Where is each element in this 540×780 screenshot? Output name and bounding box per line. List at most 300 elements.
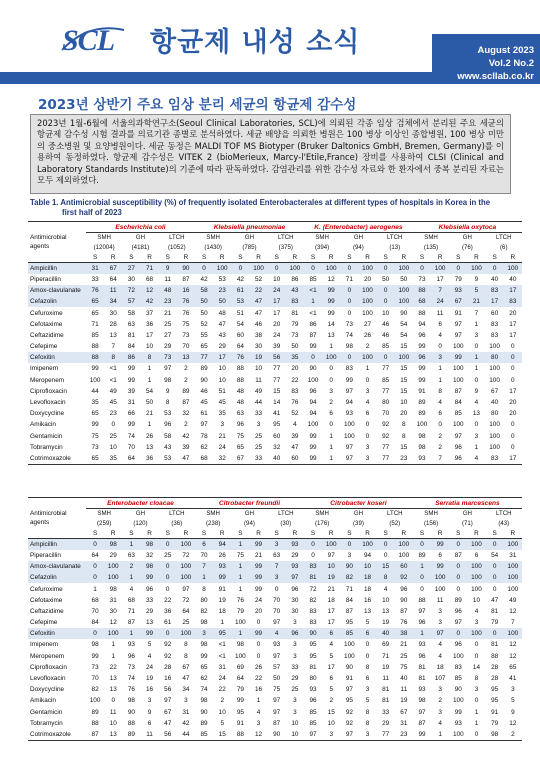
agent-name: Cefoxitin bbox=[28, 628, 86, 639]
value-cell: 12 bbox=[249, 729, 267, 740]
agent-label-cell bbox=[28, 498, 86, 539]
value-cell: 0 bbox=[195, 263, 213, 274]
isolate-count: (394) bbox=[314, 244, 330, 252]
value-cell: 93 bbox=[273, 641, 281, 649]
value-cell: 71 bbox=[382, 652, 390, 660]
organism-name: Klebsiella oxytoca bbox=[413, 222, 522, 233]
value-cell: 98 bbox=[486, 729, 504, 740]
value-cell: 6 bbox=[365, 410, 370, 418]
value-cell: 79 bbox=[454, 275, 462, 283]
value-cell: 63 bbox=[273, 551, 281, 559]
agent-name: Amikacin bbox=[30, 421, 56, 429]
value-cell: 10 bbox=[145, 343, 154, 351]
value-cell: 20 bbox=[509, 410, 517, 418]
hospital-type: GH bbox=[462, 510, 472, 518]
value-cell: 100 bbox=[177, 561, 195, 572]
value-cell: 17 bbox=[213, 352, 231, 363]
table-row bbox=[28, 386, 522, 397]
value-cell: 5 bbox=[329, 652, 333, 660]
value-cell: 99 bbox=[249, 572, 267, 583]
value-cell: 85 bbox=[309, 708, 317, 716]
value-cell: 0 bbox=[486, 572, 504, 583]
isolate-count: (43) bbox=[498, 520, 510, 528]
value-cell: 1 bbox=[438, 376, 442, 384]
value-cell: 96 bbox=[145, 585, 154, 593]
value-cell: 3 bbox=[511, 686, 515, 694]
value-cell: 47 bbox=[291, 443, 299, 451]
value-cell: 25 bbox=[109, 432, 117, 440]
value-cell: 0 bbox=[86, 561, 104, 572]
value-cell: 100 bbox=[452, 365, 464, 373]
value-cell: 100 bbox=[504, 561, 522, 572]
value-cell: 4 bbox=[474, 399, 479, 407]
value-cell: 42 bbox=[182, 719, 190, 727]
value-cell: 11 bbox=[436, 596, 444, 604]
value-cell: 83 bbox=[486, 453, 504, 464]
value-cell: 99 bbox=[449, 352, 467, 363]
value-cell: 16 bbox=[145, 686, 154, 694]
value-cell: 70 bbox=[200, 551, 208, 559]
hospital-type: LTCH bbox=[496, 510, 512, 518]
value-cell: 0 bbox=[511, 376, 515, 384]
value-cell: 100 bbox=[104, 572, 122, 583]
value-cell: 18 bbox=[358, 572, 376, 583]
value-cell: 10 bbox=[218, 708, 226, 716]
value-cell: 100 bbox=[213, 263, 231, 274]
value-cell: 48 bbox=[236, 399, 244, 407]
value-cell: 4 bbox=[383, 585, 388, 593]
value-cell: 15 bbox=[400, 443, 408, 451]
organism-header-row bbox=[28, 498, 522, 509]
table-row bbox=[28, 695, 522, 706]
value-cell: 12 bbox=[509, 719, 517, 727]
value-cell: 6 bbox=[322, 628, 340, 639]
value-cell: 8 bbox=[474, 675, 479, 683]
hospital-type: SMH bbox=[424, 510, 438, 518]
value-cell: 76 bbox=[127, 686, 135, 694]
value-cell: 0 bbox=[474, 697, 479, 705]
value-cell: 99 bbox=[127, 376, 135, 384]
value-cell: 83 bbox=[286, 296, 304, 307]
value-cell: 7 bbox=[474, 309, 479, 317]
value-cell: 5 bbox=[220, 719, 224, 727]
value-cell: 79 bbox=[236, 686, 244, 694]
s-header: S bbox=[159, 529, 177, 539]
value-cell: 9 bbox=[159, 263, 177, 274]
value-cell: 99 bbox=[418, 376, 426, 384]
value-cell: 42 bbox=[236, 275, 244, 283]
value-cell: 97 bbox=[273, 619, 281, 627]
value-cell: 90 bbox=[200, 376, 208, 384]
value-cell: 54 bbox=[145, 387, 154, 395]
value-cell: 100 bbox=[452, 697, 464, 705]
value-cell: 82 bbox=[340, 572, 358, 583]
value-cell: 3 bbox=[268, 572, 286, 583]
value-cell: 73 bbox=[91, 663, 99, 671]
r-header: R bbox=[177, 529, 195, 539]
value-cell: 7 bbox=[431, 453, 449, 464]
value-cell: 3 bbox=[438, 686, 442, 694]
value-cell: 96 bbox=[236, 421, 244, 429]
value-cell: 72 bbox=[309, 585, 317, 593]
s-header: S bbox=[159, 253, 177, 263]
s-header: S bbox=[195, 529, 213, 539]
value-cell: 33 bbox=[254, 410, 263, 418]
value-cell: 98 bbox=[109, 585, 117, 593]
value-cell: 21 bbox=[218, 432, 226, 440]
value-cell: 67 bbox=[182, 663, 190, 671]
value-cell: 50 bbox=[291, 343, 299, 351]
value-cell: 10 bbox=[109, 719, 117, 727]
value-cell: 45 bbox=[109, 399, 117, 407]
hospital-type: LTCH bbox=[278, 234, 294, 242]
value-cell: 1 bbox=[231, 539, 249, 550]
value-cell: 73 bbox=[418, 275, 426, 283]
value-cell: 82 bbox=[91, 686, 99, 694]
isolate-count-row bbox=[28, 243, 522, 253]
table-row bbox=[28, 729, 522, 740]
value-cell: 0 bbox=[511, 343, 515, 351]
value-cell: 100 bbox=[89, 697, 101, 705]
isolate-count: (176) bbox=[315, 520, 330, 528]
value-cell: 21 bbox=[254, 551, 263, 559]
value-cell: 50 bbox=[195, 296, 213, 307]
value-cell: 0 bbox=[159, 561, 177, 572]
value-cell: 100 bbox=[431, 572, 449, 583]
value-cell: 29 bbox=[291, 675, 299, 683]
value-cell: 39 bbox=[127, 387, 135, 395]
table-row bbox=[28, 684, 522, 695]
value-cell: 95 bbox=[491, 686, 499, 694]
value-cell: 100 bbox=[395, 296, 413, 307]
value-cell: 0 bbox=[449, 572, 467, 583]
value-cell: 19 bbox=[249, 352, 267, 363]
value-cell: 0 bbox=[377, 296, 395, 307]
value-cell: 90 bbox=[304, 628, 322, 639]
value-cell: 86 bbox=[122, 352, 140, 363]
value-cell: 50 bbox=[213, 296, 231, 307]
value-cell: 7 bbox=[195, 561, 213, 572]
value-cell: 88 bbox=[418, 309, 426, 317]
value-cell: 0 bbox=[474, 641, 479, 649]
value-cell: 77 bbox=[273, 365, 281, 373]
value-cell: 100 bbox=[504, 539, 522, 550]
value-cell: 51 bbox=[236, 309, 244, 317]
s-header: S bbox=[449, 529, 467, 539]
isolate-count: (13) bbox=[389, 244, 401, 252]
value-cell: 25 bbox=[164, 320, 172, 328]
value-cell: <1 bbox=[218, 652, 226, 660]
value-cell: 53 bbox=[218, 275, 226, 283]
organism-name: Klebsiella pneumoniae bbox=[195, 222, 304, 233]
value-cell: 0 bbox=[438, 343, 442, 351]
value-cell: 0 bbox=[365, 641, 370, 649]
value-cell: 60 bbox=[491, 309, 499, 317]
value-cell: 13 bbox=[472, 410, 480, 418]
value-cell: 0 bbox=[329, 376, 333, 384]
table-row bbox=[28, 453, 522, 464]
value-cell: 95 bbox=[309, 641, 317, 649]
value-cell: 95 bbox=[236, 708, 244, 716]
value-cell: 100 bbox=[235, 652, 246, 660]
table-row bbox=[28, 606, 522, 617]
value-cell: 100 bbox=[307, 376, 319, 384]
value-cell: 54 bbox=[236, 320, 244, 328]
value-cell: 97 bbox=[454, 619, 462, 627]
value-cell: 73 bbox=[345, 320, 353, 328]
hospital-type: GH bbox=[462, 234, 472, 242]
s-header: S bbox=[304, 253, 322, 263]
value-cell: 76 bbox=[236, 596, 244, 604]
value-cell: 61 bbox=[164, 619, 172, 627]
r-header: R bbox=[504, 529, 522, 539]
value-cell: 6 bbox=[147, 719, 152, 727]
value-cell: 90 bbox=[400, 596, 408, 604]
value-cell: 21 bbox=[400, 641, 408, 649]
value-cell: 0 bbox=[474, 343, 479, 351]
value-cell: 21 bbox=[327, 585, 335, 593]
logo: SCL bbox=[62, 24, 115, 57]
value-cell: 98 bbox=[91, 641, 99, 649]
table-row bbox=[28, 718, 522, 729]
value-cell: 30 bbox=[291, 596, 299, 604]
value-cell: 69 bbox=[382, 641, 390, 649]
value-cell: 4 bbox=[129, 585, 134, 593]
r-header: R bbox=[358, 529, 376, 539]
table-row bbox=[28, 285, 522, 296]
issue-volume: Vol.2 No.2 bbox=[488, 58, 534, 69]
value-cell: 0 bbox=[347, 309, 352, 317]
table-row bbox=[28, 595, 522, 606]
isolate-count: (1430) bbox=[204, 244, 222, 252]
value-cell: 17 bbox=[327, 619, 335, 627]
value-cell: 1 bbox=[474, 443, 479, 451]
value-cell: 0 bbox=[511, 365, 515, 373]
value-cell: 21 bbox=[145, 410, 154, 418]
value-cell: 47 bbox=[249, 296, 267, 307]
page-title: 항균제 내성 소식 bbox=[150, 27, 361, 58]
value-cell: 88 bbox=[127, 719, 135, 727]
value-cell: 15 bbox=[400, 343, 408, 351]
value-cell: 28 bbox=[164, 663, 172, 671]
value-cell: 76 bbox=[177, 296, 195, 307]
value-cell: 100 bbox=[358, 296, 376, 307]
value-cell: 99 bbox=[140, 572, 158, 583]
value-cell: 1 bbox=[304, 296, 322, 307]
hospital-type: GH bbox=[135, 510, 146, 518]
value-cell: 60 bbox=[236, 331, 244, 339]
value-cell: 100 bbox=[467, 539, 485, 550]
value-cell: 6 bbox=[438, 320, 442, 328]
value-cell: 1 bbox=[195, 572, 213, 583]
value-cell: 3 bbox=[329, 387, 333, 395]
value-cell: 49 bbox=[254, 387, 263, 395]
value-cell: 81 bbox=[304, 572, 322, 583]
value-cell: 100 bbox=[322, 263, 340, 274]
value-cell: 87 bbox=[454, 551, 462, 559]
value-cell: 47 bbox=[177, 453, 195, 464]
agent-label-cell bbox=[28, 222, 86, 263]
value-cell: 75 bbox=[273, 686, 281, 694]
value-cell: 90 bbox=[127, 708, 135, 716]
value-cell: 8 bbox=[402, 432, 406, 440]
value-cell: 1 bbox=[147, 376, 152, 384]
value-cell: 1 bbox=[322, 453, 340, 464]
value-cell: 0 bbox=[86, 628, 104, 639]
value-cell: 2 bbox=[504, 729, 522, 740]
value-cell: 88 bbox=[86, 352, 104, 363]
s-header: S bbox=[377, 529, 395, 539]
value-cell: 85 bbox=[340, 628, 358, 639]
isolate-count-row bbox=[28, 519, 522, 529]
value-cell: 88 bbox=[413, 285, 431, 296]
value-cell: 67 bbox=[164, 708, 172, 716]
value-cell: 100 bbox=[452, 343, 464, 351]
value-cell: 6 bbox=[329, 675, 333, 683]
value-cell: 43 bbox=[218, 331, 226, 339]
value-cell: 97 bbox=[454, 432, 462, 440]
value-cell: 13 bbox=[109, 686, 117, 694]
s-header: S bbox=[377, 253, 395, 263]
value-cell: 14 bbox=[327, 320, 335, 328]
value-cell: 99 bbox=[213, 572, 231, 583]
value-cell: 99 bbox=[431, 539, 449, 550]
value-cell: 76 bbox=[182, 309, 190, 317]
value-cell: 97 bbox=[164, 365, 172, 373]
value-cell: 0 bbox=[159, 539, 177, 550]
value-cell: 98 bbox=[200, 641, 208, 649]
s-header: S bbox=[486, 529, 504, 539]
issue-date: August 2023 bbox=[477, 45, 534, 56]
value-cell: 20 bbox=[509, 399, 517, 407]
value-cell: 13 bbox=[363, 607, 372, 615]
r-header: R bbox=[249, 529, 267, 539]
agent-name: Ceftazidime bbox=[30, 331, 64, 339]
hospital-type: SMH bbox=[97, 510, 111, 518]
hospital-type: LTCH bbox=[169, 234, 185, 242]
website-link[interactable]: www.scllab.co.kr bbox=[457, 71, 534, 82]
hospital-type: GH bbox=[135, 234, 146, 242]
value-cell: 64 bbox=[122, 453, 140, 464]
table-row bbox=[28, 352, 522, 363]
value-cell: 87 bbox=[454, 387, 462, 395]
value-cell: 20 bbox=[400, 410, 408, 418]
value-cell: 70 bbox=[273, 596, 281, 604]
value-cell: 10 bbox=[400, 399, 408, 407]
value-cell: 1 bbox=[147, 421, 152, 429]
value-cell: 11 bbox=[104, 285, 122, 296]
value-cell: 86 bbox=[291, 275, 299, 283]
value-cell: 0 bbox=[365, 376, 370, 384]
value-cell: 96 bbox=[309, 697, 317, 705]
value-cell: 74 bbox=[345, 331, 353, 339]
value-cell: 0 bbox=[377, 285, 395, 296]
value-cell: 46 bbox=[382, 331, 390, 339]
value-cell: 71 bbox=[91, 320, 99, 328]
r-header: R bbox=[104, 253, 122, 263]
value-cell: 83 bbox=[309, 619, 317, 627]
value-cell: 8 bbox=[165, 399, 170, 407]
issue-badge bbox=[432, 34, 540, 84]
value-cell: 65 bbox=[236, 443, 244, 451]
value-cell: 4 bbox=[147, 652, 152, 660]
value-cell: 1 bbox=[122, 539, 140, 550]
value-cell: 1 bbox=[220, 619, 224, 627]
value-cell: 1 bbox=[256, 697, 261, 705]
value-cell: 98 bbox=[236, 641, 244, 649]
agent-name: Meropenem bbox=[30, 652, 65, 660]
value-cell: 3 bbox=[220, 421, 225, 429]
value-cell: 24 bbox=[145, 663, 154, 671]
value-cell: 65 bbox=[200, 663, 208, 671]
value-cell: 65 bbox=[86, 296, 104, 307]
value-cell: 93 bbox=[345, 410, 353, 418]
value-cell: 70 bbox=[91, 675, 99, 683]
isolate-count: (135) bbox=[423, 244, 439, 252]
value-cell: 0 bbox=[474, 421, 479, 429]
table-row bbox=[28, 296, 522, 307]
value-cell: 35 bbox=[91, 399, 99, 407]
value-cell: 31 bbox=[218, 663, 226, 671]
value-cell: 76 bbox=[231, 352, 249, 363]
value-cell: 47 bbox=[164, 719, 172, 727]
table-row bbox=[28, 673, 522, 684]
value-cell: 32 bbox=[145, 551, 154, 559]
value-cell: 100 bbox=[504, 628, 522, 639]
r-header: R bbox=[140, 253, 158, 263]
value-cell: 90 bbox=[340, 561, 358, 572]
value-cell: 100 bbox=[358, 352, 376, 363]
value-cell: 17 bbox=[273, 309, 281, 317]
value-cell: 40 bbox=[491, 275, 499, 283]
value-cell: 85 bbox=[91, 331, 99, 339]
value-cell: 17 bbox=[509, 387, 517, 395]
hospital-type: SMH bbox=[206, 510, 220, 518]
value-cell: 46 bbox=[382, 320, 390, 328]
value-cell: 4 bbox=[438, 652, 442, 660]
value-cell: 75 bbox=[400, 663, 408, 671]
value-cell: 98 bbox=[200, 697, 208, 705]
value-cell: 94 bbox=[363, 551, 372, 559]
value-cell: 99 bbox=[413, 729, 431, 740]
value-cell: 0 bbox=[492, 585, 497, 593]
value-cell: 96 bbox=[400, 585, 408, 593]
value-cell: 1 bbox=[231, 561, 249, 572]
value-cell: 19 bbox=[382, 663, 390, 671]
value-cell: 5 bbox=[147, 641, 152, 649]
value-cell: 99 bbox=[418, 343, 426, 351]
s-header: S bbox=[231, 253, 249, 263]
value-cell: 30 bbox=[109, 607, 117, 615]
value-cell: 68 bbox=[145, 275, 154, 283]
value-cell: 80 bbox=[382, 399, 390, 407]
value-cell: 0 bbox=[420, 585, 424, 593]
agent-name: Gentamicin bbox=[30, 432, 63, 440]
value-cell: 33 bbox=[145, 596, 154, 604]
value-cell: 22 bbox=[249, 285, 267, 296]
value-cell: 41 bbox=[273, 410, 281, 418]
value-cell: 96 bbox=[164, 421, 172, 429]
agent-name: Cefuroxime bbox=[30, 309, 63, 317]
value-cell: 98 bbox=[345, 343, 353, 351]
value-cell: 42 bbox=[140, 296, 158, 307]
value-cell: 25 bbox=[182, 619, 190, 627]
value-cell: 0 bbox=[467, 729, 485, 740]
value-cell: 27 bbox=[164, 331, 172, 339]
value-cell: 70 bbox=[127, 443, 135, 451]
value-cell: 91 bbox=[491, 708, 499, 716]
value-cell: 3 bbox=[268, 539, 286, 550]
